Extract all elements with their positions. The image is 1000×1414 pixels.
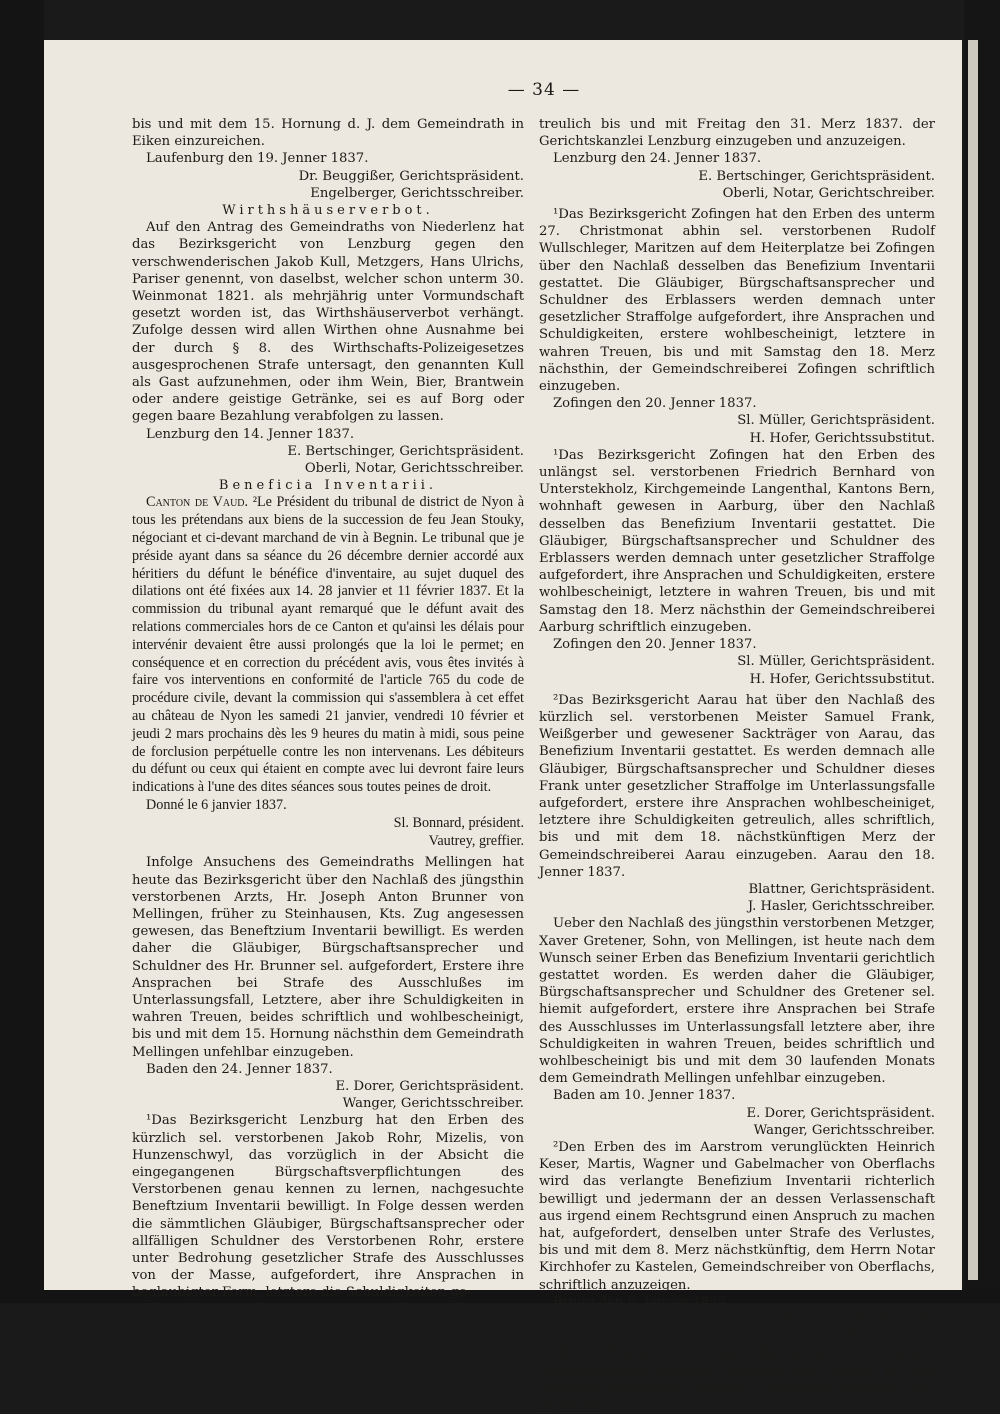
notice-paragraph: ¹Das Bezirksgericht Zofingen hat den Erben des unlängst sel. verstorbenen Friedrich Bernhard von Unterstekholz, Kirchgemeinde Langenthal, Kantons Bern, wohnhaft gewesen in Aarburg, über den Nachlaß desselben das Benefizium Inventarii gestattet. Die Gläubiger, Bürgschaftsansprecher und Schuldner des Erblassers werden demnach unter gesetzlicher Straffolge aufgefordert, ihre Ansprachen und Schuldigkeiten, erstere wohlbescheinigt, letztere in wahren Treuen, bis und mit Samstag den 18. Merz nächsthin der Gemeindschreiberei Aarburg schriftlich einzugeben.	[539, 447, 935, 635]
signature: Wanger, Gerichtsschreiber.	[342, 1096, 524, 1112]
dateline: Baden am 10. Jenner 1837.	[553, 1088, 736, 1104]
signature: E. Bertschinger, Gerichtspräsident.	[287, 443, 524, 459]
right-column	[539, 116, 935, 1414]
next-page-edge	[968, 40, 978, 1280]
dateline: Brugg den 6. Jenner 1837.	[553, 1294, 731, 1310]
signature: Keller, Gerichtspräsident.	[763, 1312, 935, 1328]
signature: Oberli, Notar, Gerichtschreiber.	[722, 185, 935, 201]
notice-paragraph: Ueber den Nachlaß des jüngsthin verstorbenen Metzger, Xaver Gretener, Sohn, von Mellingen, ist heute nach dem Wunsch seiner Erben das Benefizium Inventarii gerichtlich gestattet worden. Es werden daher die Gläubiger, Bürgschaftsansprecher und Schuldner des Gretener sel. hiemit aufgefordert, erstere ihre Ansprachen bei Strafe des Ausschlusses im Unterlassungsfall letztere aber, ihre Schuldigkeiten in wahren Treuen, beides schriftlich und wohlbescheinigt bis und mit dem 30 laufenden Monats dem Gemeindrath Mellingen unfehlbar einzugeben.	[539, 916, 935, 1087]
signature: Blattner, Gerichtspräsident.	[748, 881, 935, 897]
notice-paragraph: ¹Das Bezirksgericht Lenzburg hat den Erben des kürzlich sel. verstorbenen Jakob Rohr, Mizelis, von Hunzenschwyl, das vorzüglich in der Absicht die eingegangenen Bürgschaftsverpflichtungen des Verstorbenen genau kennen zu lernen, nachgesuchte Beneftzium Inventarii bewilligt. In Folge dessen werden die sämmtlichen Gläubiger, Bürgschaftsansprecher oder allfälligen Schuldner des Verstorbenen Rohr, erstere unter Bedrohung gesetzlicher Strafe des Ausschlusses von der Masse, aufgefordert, ihre Ansprachen in beglaubigter Form, letztere die Schuldigkeiten ge-	[132, 1113, 524, 1301]
page-number: — 34 —	[507, 80, 581, 100]
notice-paragraph: ²Das Bezirksgericht Aarau hat über den Nachlaß des kürzlich sel. verstorbenen Meister Samuel Frank, Weißgerber und gewesener Sackträger von Aarau, das Benefizium Inventarii gestattet. Es werden demnach alle Gläubiger, Bürgschaftsansprecher und Schuldner dieses Frank unter gesetzlicher Straffolge im Unterlassungsfalle aufgefordert, erstere ihre Ansprachen wohlbescheiniget, letztere ihre Schuldigkeiten getreulich, alles schriftlich, bis und mit dem 18. nächstkünftigen Merz der Gemeindschreiberei Aarau einzugeben. Aarau den 18. Jenner 1837.	[539, 692, 935, 880]
dateline: Zofingen den 20. Jenner 1837.	[553, 396, 757, 412]
signature: Amsler, Gerichtsschreiber.	[757, 1329, 935, 1345]
newspaper-page	[44, 40, 962, 1414]
signature: Sl. Müller, Gerichtspräsident.	[737, 413, 935, 429]
signature: H. Hofer, Gerichtssubstitut.	[749, 430, 935, 446]
left-column	[132, 116, 524, 1302]
signature: Dr. Beuggißer, Gerichtspräsident.	[298, 168, 524, 184]
dateline: Lenzburg den 14. Jenner 1837.	[146, 426, 355, 442]
signature: E. Dorer, Gerichtspräsident.	[746, 1105, 935, 1121]
notice-paragraph: ¹Das Bezirksgericht Zofingen hat den Erben des unterm 27. Christmonat abhin sel. verstorbenen Rudolf Wullschleger, Maritzen auf dem Heiterplatze bei Zofingen über den Nachlaß desselben das Benefizium Inventarii gestattet. Die Gläubiger, Bürgschaftsansprecher und Schuldner des Erblassers werden demnach unter gesetzlicher Straffolge aufgefordert, ihre Ansprachen und Schuldigkeiten, erstere wohlbescheinigt, letztere in wahren Treuen, bis und mit Samstag den 18. Merz nächsthin, der Gemeindschreiberei Zofingen schriftlich einzugeben.	[539, 207, 935, 395]
dateline: Zofingen den 20. Jenner 1837.	[553, 637, 757, 653]
dateline: Lenzburg den 24. Jenner 1837.	[553, 151, 762, 167]
dateline: Laufenburg den 19. Jenner 1837.	[146, 151, 369, 167]
signature: Sl. Bonnard, président.	[393, 814, 524, 831]
canton-label: Canton de Vaud.	[146, 494, 249, 511]
french-notice	[132, 494, 524, 797]
notice-continuation: bis und mit dem 15. Hornung d. J. dem Gemeindrath in Eiken einzureichen.	[132, 117, 524, 150]
signature: Vautrey, greffier.	[428, 832, 524, 849]
signature: J. Hasler, Gerichtsschreiber.	[747, 899, 935, 915]
signature: E. Bertschinger, Gerichtspräsident.	[698, 168, 935, 184]
notice-paragraph: Infolge Ansuchens des Gemeindraths Mellingen hat heute das Bezirksgericht über den Nachlaß des jüngsthin verstorbenen Arzts, Hr. Joseph Anton Brunner von Mellingen, früher zu Steinhausen, Kts. Zug angesessen gewesen, das Beneftzium Inventarii bewilligt. Es werden daher die Gläubiger, Bürgschaftsansprecher und Schuldner des Hr. Brunner sel. aufgefordert, Erstere ihre Ansprachen bei Strafe des Ausschlußes im Unterlassungsfall, Letztere, aber ihre Schuldigkeiten in wahren Treuen, beides schriftlich und wohlbescheinigt, bis und mit dem 15. Hornung nächsthin dem Gemeindrath Mellingen unfehlbar einzugeben.	[132, 855, 524, 1060]
signature: Oberli, Notar, Gerichtsschreiber.	[304, 461, 524, 477]
french-notice-body: ²Le Président du tribunal de district de Nyon à tous les prétendans aux biens de la succession de feu Jean Stouky, négociant et ci-devant marchand de vin à Begnin. Le tribunal que je préside ayant dans sa séance du 26 décembre dernier accordé aux héritiers du défunt le bénéfice d'inventaire, au sujet duquel des dilations ont été fixées aux 14. 28 janvier et 11 février 1837. Et la commission du tribunal ayant remarqué que le défunt avait des relations commerciales hors de ce Canton et qu'ainsi les délais pour intervénir devaient être aussi prolongés que la loi le permet; en conséquence et en correction du précédent avis, vous êtes invités à faire vos interventions en conformité de l'article 765 du code de procédure civile, devant la commission qui s'assemblera à cet effet au château de Nyon les samedi 21 janvier, vendredi 10 février et jeudi 2 mars prochains dès les 9 heures du matin à midi, sous peine de forclusion perpétuelle contre les non intervenans. Les débiteurs du défunt ou ceux qui étaient en compte avec lui devront faire leurs indications à l'une des dites séances sous toutes peines de droit.	[132, 494, 525, 796]
notice-paragraph: ²Den Erben des im Aarstrom verunglückten Heinrich Keser, Martis, Wagner und Gabelmacher von Oberflachs wird das verlangte Benefizium Inventarii richterlich bewilligt und jedermann der an dessen Verlassenschaft aus irgend einem Rechtsgrund einen Anspruch zu machen hat, aufgefordert, denselben unter Strafe des Verlustes, bis und mit dem 8. Merz nächstkünftig, dem Herrn Notar Kirchhofer zu Kastelen, Gemeindschreiber von Oberflachs, schriftlich anzuzeigen.	[539, 1139, 935, 1293]
signature: Engelberger, Gerichtsschreiber.	[310, 185, 524, 201]
notice-paragraph: ²Den Erben des auf Habsburg verstorbenen Schloßwächters Emanuel Hummel von Scherz ist das verlangte Benefizium Inventarii richterlich bewilligt. Wer an dessen	[539, 1346, 935, 1414]
section-heading: Beneficia Inventarii.	[218, 478, 438, 494]
signature: E. Dorer, Gerichtspräsident.	[335, 1079, 524, 1095]
signature: Sl. Müller, Gerichtspräsident.	[737, 654, 935, 670]
signature: H. Hofer, Gerichtssubstitut.	[749, 671, 935, 687]
notice-continuation: treulich bis und mit Freitag den 31. Merz 1837. der Gerichtskanzlei Lenzburg einzugeben und anzuzeigen.	[539, 117, 935, 150]
section-heading: Wirthshäuserverbot.	[222, 203, 434, 219]
dateline: Baden den 24. Jenner 1837.	[146, 1061, 333, 1077]
notice-paragraph: Auf den Antrag des Gemeindraths von Niederlenz hat das Bezirksgericht von Lenzburg gegen den verschwenderischen Jakob Kull, Metzgers, Hans Ulrichs, Pariser genennt, von daselbst, welcher schon unterm 30. Weinmonat 1821. als mehrjährig unter Vormundschaft gesetzt worden ist, das Wirthshäuserverbot verhängt. Zufolge dessen wird allen Wirthen ohne Ausnahme bei der durch § 8. des Wirthschafts-Polizeigesetzes ausgesprochenen Strafe untersagt, den genannten Kull als Gast aufzunehmen, oder ihm Wein, Bier, Brantwein oder andere geistige Getränke, sei es auf Borg oder gegen baare Bezahlung verabfolgen zu lassen.	[132, 220, 524, 425]
scan-border-right	[964, 0, 1000, 1303]
scan-border-left	[0, 0, 44, 1303]
signature: Wanger, Gerichtsschreiber.	[753, 1122, 935, 1138]
dateline: Donné le 6 janvier 1837.	[146, 797, 287, 814]
